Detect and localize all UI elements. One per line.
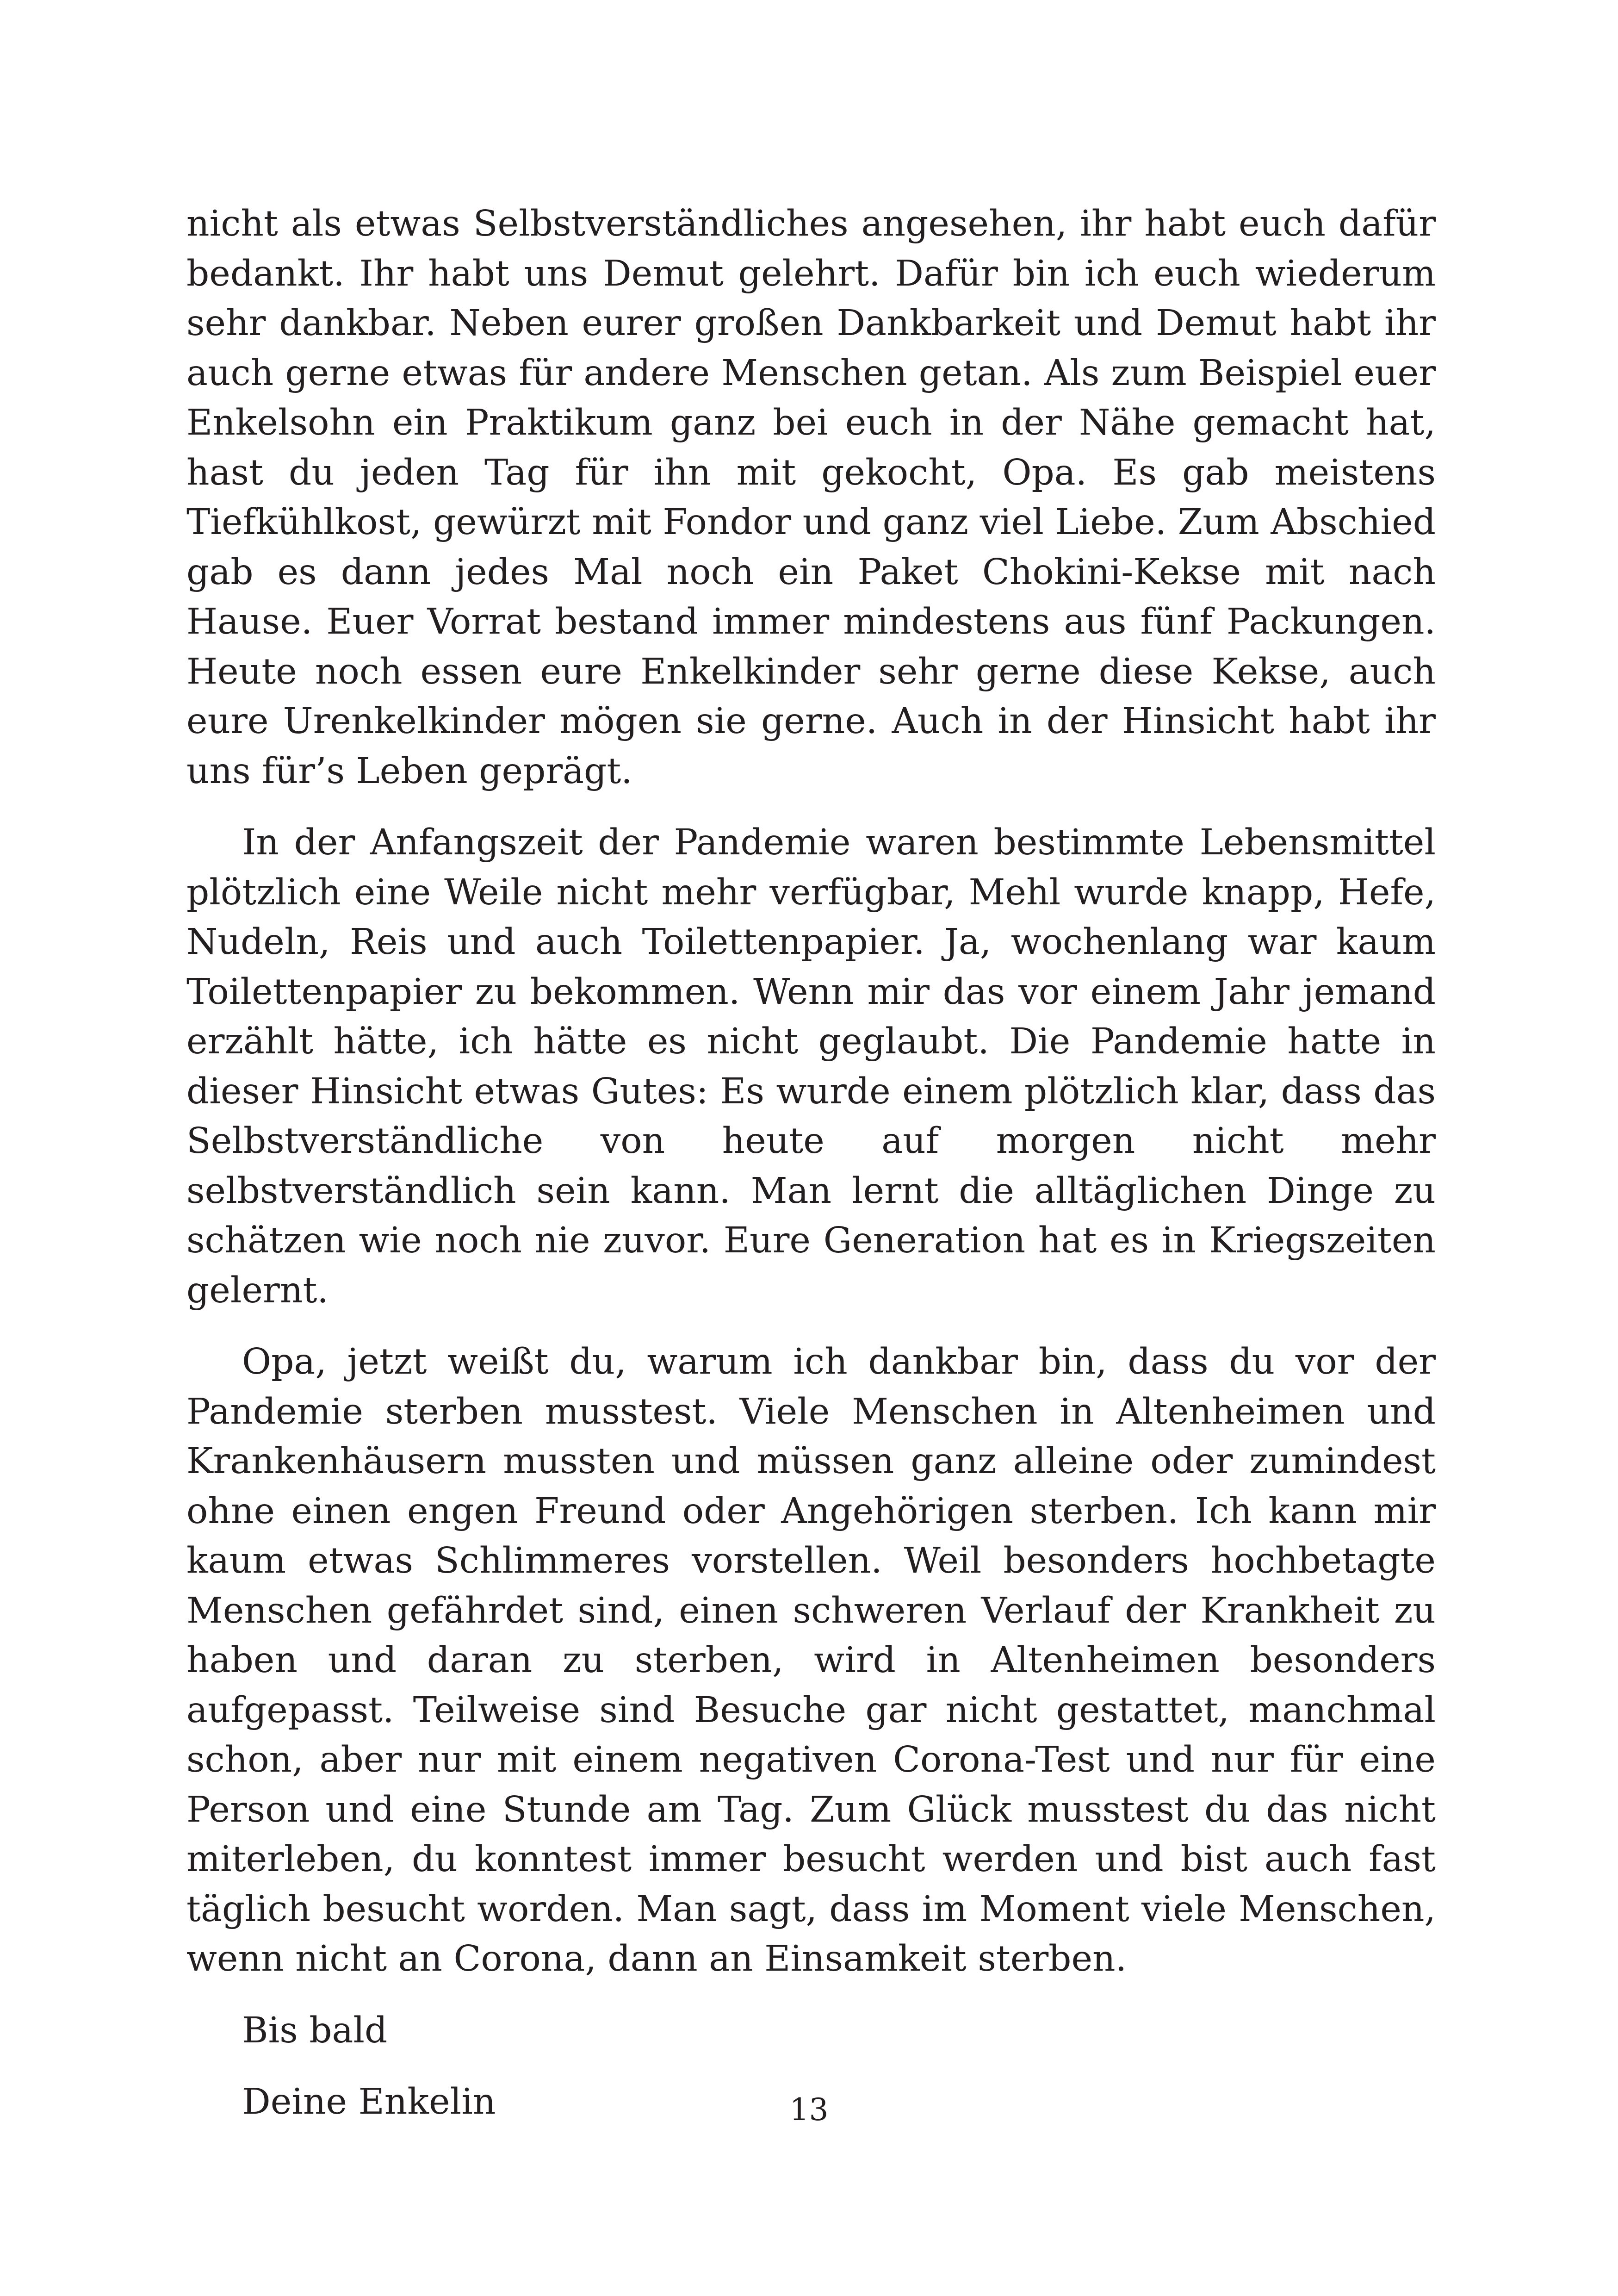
paragraph-3: Opa, jetzt weißt du, warum ich dankbar bin, dass du vor der Pandemie sterben musstest. Viele Menschen in Altenheimen und Krankenhäusern mussten und müssen ganz alleine oder zumindest ohne einen engen Freund oder Angehörigen sterben. Ich kann mir kaum etwas Schlimmeres vorstellen. Weil besonders hochbetagte Menschen gefährdet sind, einen schweren Verlauf der Krankheit zu haben und daran zu sterben, wird in Altenheimen besonders aufgepasst. Teilweise sind Besuche gar nicht gestattet, manchmal schon, aber nur mit einem negativen Corona-Test und nur für eine Person und eine Stunde am Tag. Zum Glück musstest du das nicht miterleben, du konntest immer besucht werden und bist auch fast täglich besucht worden. Man sagt, dass im Moment viele Menschen, wenn nicht an Corona, dann an Einsamkeit sterben.: [186, 1341, 1436, 1979]
paragraph-1: nicht als etwas Selbstverständliches angesehen, ihr habt euch dafür bedankt. Ihr habt uns Demut gelehrt. Dafür bin ich euch wiederum sehr dankbar. Neben eurer großen Dankbarkeit und Demut habt ihr auch gerne etwas für andere Menschen getan. Als zum Beispiel euer Enkelsohn ein Praktikum ganz bei euch in der Nähe gemacht hat, hast du jeden Tag für ihn mit gekocht, Opa. Es gab meistens Tiefkühlkost, gewürzt mit Fondor und ganz viel Liebe. Zum Abschied gab es dann jedes Mal noch ein Paket Chokini-Kekse mit nach Hause. Euer Vorrat bestand immer mindestens aus fünf Packungen. Heute noch essen eure Enkelkinder sehr gerne diese Kekse, auch eure Urenkelkinder mögen sie gerne. Auch in der Hinsicht habt ihr uns für’s Leben geprägt.: [186, 203, 1436, 792]
closing-farewell: Bis bald: [242, 2010, 388, 2051]
page-number: 13: [789, 2092, 829, 2128]
closing-signature: Deine Enkelin: [242, 2081, 496, 2122]
paragraph-2: In der Anfangszeit der Pandemie waren bestimmte Lebensmittel plötzlich eine Weile nicht mehr verfügbar, Mehl wurde knapp, Hefe, Nudeln, Reis und auch Toilettenpapier. Ja, wochenlang war kaum Toilettenpapier zu bekommen. Wenn mir das vor einem Jahr jemand erzählt hätte, ich hätte es nicht geglaubt. Die Pandemie hatte in dieser Hinsicht etwas Gutes: Es wurde einem plötzlich klar, dass das Selbstverständliche von heute auf morgen nicht mehr selbstverständlich sein kann. Man lernt die alltäglichen Dinge zu schätzen wie noch nie zuvor. Eure Generation hat es in Kriegszeiten gelernt.: [186, 822, 1436, 1311]
body-text: [186, 199, 1436, 2127]
